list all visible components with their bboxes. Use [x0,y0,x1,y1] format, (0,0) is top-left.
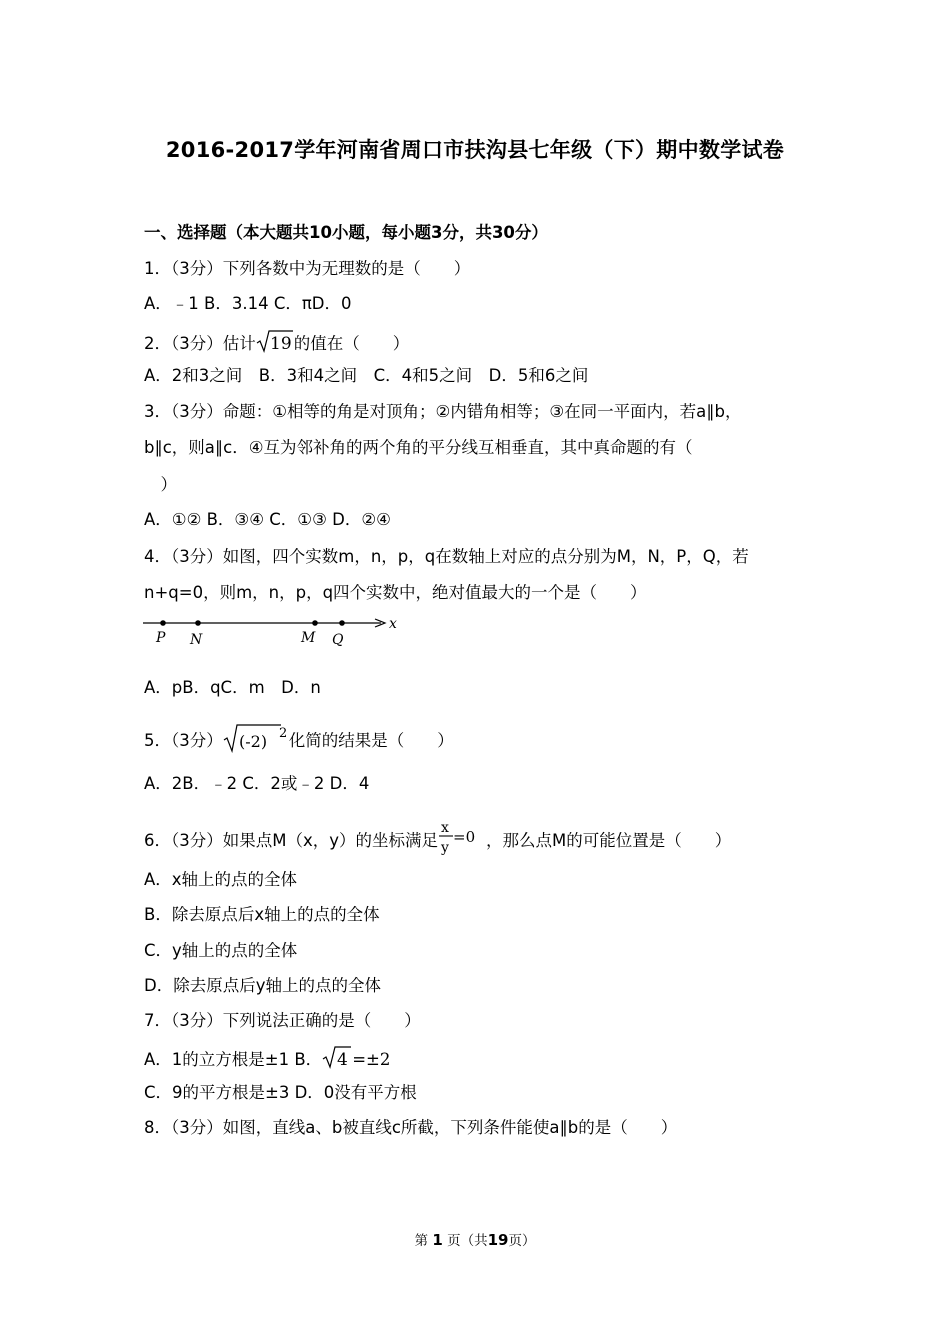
point-label-p: P [156,630,166,646]
question-1: 1．（3分）下列各数中为无理数的是（ ） [144,259,471,278]
sqrt-19-expression [256,328,294,361]
question-3-line-3: ） [144,475,177,494]
question-6-option-d: D．除去原点后y轴上的点的全体 [144,976,381,995]
footer-total-pages: 19 [487,1231,509,1249]
question-6-option-b: B．除去原点后x轴上的点的全体 [144,905,380,924]
question-7: 7．（3分）下列说法正确的是（ ） [144,1011,421,1030]
question-5-stem-pre: 5．（3分） [144,731,223,750]
fraction-x-over-y [438,818,486,865]
page-footer [0,1229,950,1249]
question-7-options-ab [144,1044,814,1077]
sqrt-4-expression [322,1044,352,1077]
question-8: 8．（3分）如图，直线a、b被直线c所截，下列条件能使a∥b的是（ ） [144,1118,678,1137]
question-3-options: A．①② B．③④ C．①③ D．②④ [144,510,391,529]
question-7-option-b-post: =±2 [352,1050,391,1069]
question-4-line-2: n+q=0，则m，n，p，q四个实数中，绝对值最大的一个是（ ） [144,583,647,602]
question-6-option-c: C．y轴上的点的全体 [144,941,298,960]
footer-mid: 页（共 [447,1233,488,1249]
number-line-figure [143,612,403,652]
question-3-line-2: b∥c，则a∥c．④互为邻补角的两个角的平分线互相垂直，其中真命题的有（ [144,438,693,457]
question-7-options-cd: C．9的平方根是±3 D．0没有平方根 [144,1083,417,1102]
question-5-stem-post: 化简的结果是（ ） [288,731,454,750]
sqrt-19-radicand: 19 [269,334,292,354]
question-6-stem-post: ，那么点M的可能位置是（ ） [486,831,732,850]
footer-page-number: 1 [432,1231,443,1249]
sqrt-radicand: (-2) [238,732,267,751]
footer-post: 页） [508,1233,536,1249]
question-1-options: A．﹣1 B．3.14 C．πD．0 [144,294,352,313]
question-7-option-a-pre: A．1的立方根是±1 B． [144,1050,323,1069]
question-2 [144,328,814,361]
page-title: 2016-2017学年河南省周口市扶沟县七年级（下）期中数学试卷 [165,138,785,162]
sqrt-4-radicand: 4 [337,1050,349,1070]
question-6 [144,818,814,865]
point-label-m: M [301,630,316,646]
sqrt-exponent: 2 [278,726,288,741]
question-6-stem-pre: 6．（3分）如果点M（x，y）的坐标满足 [144,831,439,850]
sqrt-neg2-squared-expression [223,722,289,761]
question-4-options: A．pB．qC．m D．n [144,678,321,697]
question-6-option-a: A．x轴上的点的全体 [144,870,298,889]
point-m [312,620,318,626]
point-p [160,620,166,626]
fraction-denominator: y [441,840,449,856]
section-heading: 一、选择题（本大题共10小题，每小题3分，共30分） [144,223,548,242]
question-4-line-1: 4．（3分）如图，四个实数m，n，p，q在数轴上对应的点分别为M，N，P，Q，若 [144,547,749,566]
fraction-rhs: =0 [453,828,476,846]
point-q [339,620,345,626]
question-3-line-1: 3．（3分）命题：①相等的角是对顶角；②内错角相等；③在同一平面内，若a∥b， [144,402,742,421]
fraction-numerator: x [441,820,449,836]
question-5-options: A．2B．﹣2 C．2或﹣2 D．4 [144,774,370,793]
footer-pre: 第 [414,1233,429,1249]
point-label-q: Q [332,632,344,648]
point-label-n: N [190,632,203,648]
question-2-stem-post: 的值在（ ） [293,334,410,353]
question-5 [144,722,814,761]
question-2-options: A．2和3之间 B．3和4之间 C．4和5之间 D．5和6之间 [144,366,589,385]
question-2-stem-pre: 2．（3分）估计 [144,334,256,353]
point-n [195,620,201,626]
axis-label: x [389,616,397,632]
